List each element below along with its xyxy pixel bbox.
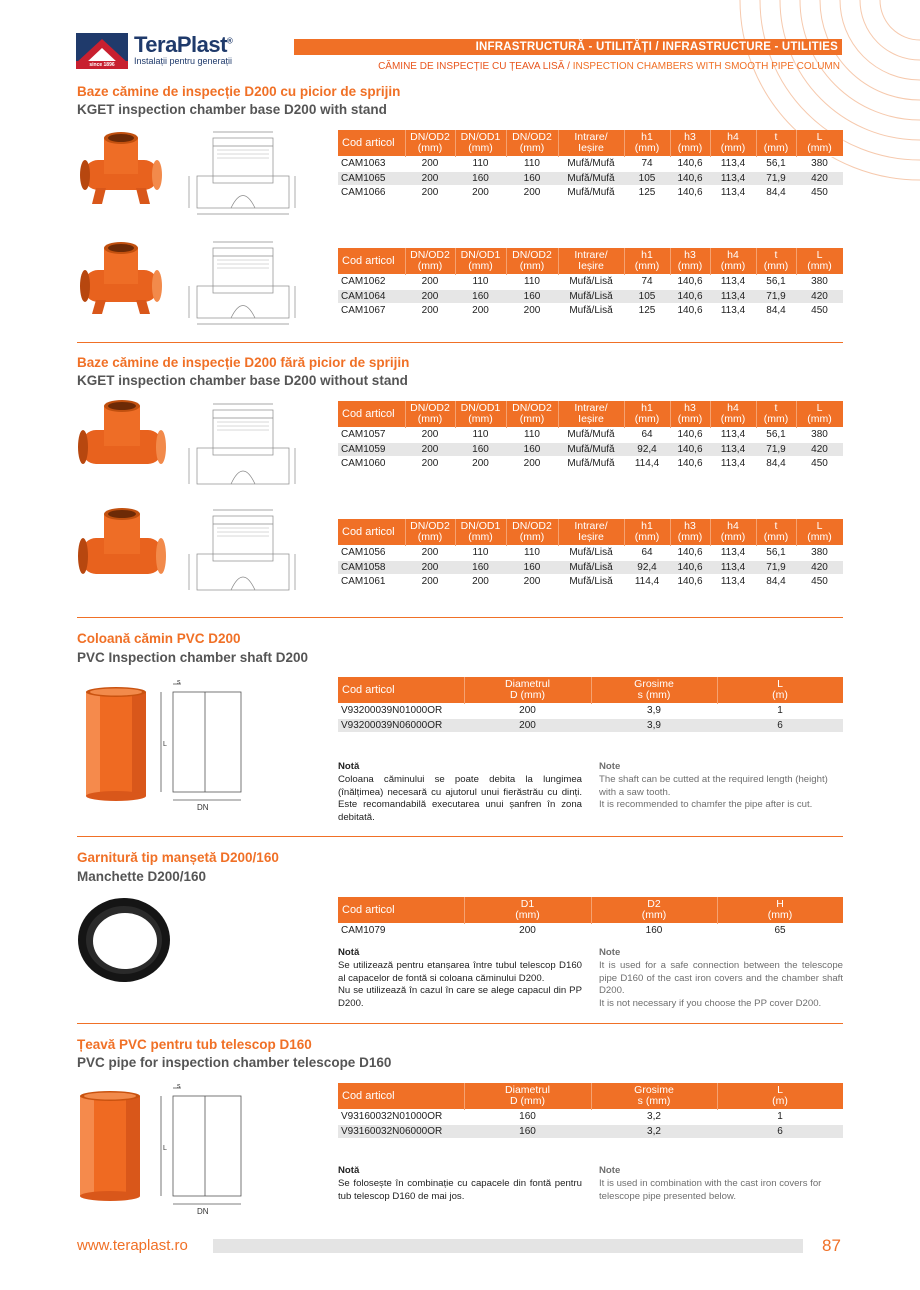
table-cell: 200 — [405, 289, 455, 304]
table-cell: 113,4 — [710, 157, 756, 172]
pvc-shaft-drawing — [155, 676, 245, 816]
table-cell: 3,9 — [591, 718, 717, 732]
table-cell: 200 — [464, 704, 591, 719]
table-cell: V93200039N01000OR — [338, 704, 464, 719]
page-number: 87 — [822, 1236, 841, 1255]
tee-with-stand-photo — [80, 130, 162, 210]
table-cell: CAM1079 — [338, 924, 464, 938]
column-header: Cod articol — [338, 897, 464, 924]
column-header: Grosime s (mm) — [591, 1083, 717, 1110]
column-header: Intrare/ Ieșire — [558, 130, 624, 157]
table-cell: Mufă/Lisă — [558, 289, 624, 304]
table-cell: 6 — [717, 1124, 843, 1138]
table-cell: 113,4 — [710, 560, 756, 575]
section3-title: Coloană cămin PVC D200 — [77, 631, 241, 646]
section1-table-a — [338, 130, 844, 200]
table-cell: 450 — [796, 186, 843, 200]
column-header: Cod articol — [338, 1083, 464, 1110]
table-cell: 113,4 — [710, 457, 756, 471]
tee-without-stand-smooth-drawing — [183, 506, 303, 598]
column-header: L (mm) — [796, 248, 843, 275]
table-cell: 1 — [717, 1110, 843, 1125]
section3-note-ro: Notă Coloana căminului se poate debita la lungimea (înălțimea) necesară cu ajutorul unui fierăstrău cu dinți. Este recomandabilă executarea unui șanfren în zona debitată. — [338, 761, 582, 824]
table-cell: 450 — [796, 304, 843, 318]
column-header: Intrare/ Ieșire — [558, 401, 624, 428]
telescope-pipe-drawing — [155, 1080, 245, 1220]
teraplast-logo — [76, 33, 246, 69]
column-header: h3 (mm) — [670, 401, 710, 428]
table-cell: 113,4 — [710, 304, 756, 318]
section1-subtitle: KGET inspection chamber base D200 with stand — [77, 102, 387, 117]
table-cell: 200 — [405, 442, 455, 457]
table-cell: 110 — [506, 546, 558, 561]
table-cell: 64 — [624, 428, 670, 443]
section4-table — [338, 897, 844, 938]
table-cell: CAM1059 — [338, 442, 405, 457]
table-cell: 420 — [796, 560, 843, 575]
table-cell: 110 — [455, 157, 506, 172]
column-header: h4 (mm) — [710, 401, 756, 428]
table-cell: 110 — [506, 428, 558, 443]
table-cell: 200 — [506, 457, 558, 471]
table-cell: 105 — [624, 289, 670, 304]
section5-note-ro: Notă Se folosește în combinație cu capacele din fontă pentru tub telescop D160 de mai jos. — [338, 1165, 582, 1202]
table-cell: 140,6 — [670, 157, 710, 172]
table-cell: 140,6 — [670, 442, 710, 457]
table-header-row — [338, 401, 843, 428]
table-cell: 84,4 — [756, 304, 796, 318]
table-cell: 140,6 — [670, 428, 710, 443]
table-cell: 84,4 — [756, 457, 796, 471]
column-header: DN/OD1 (mm) — [455, 519, 506, 546]
footer-website-link[interactable]: www.teraplast.ro — [77, 1237, 188, 1254]
table-cell: 200 — [405, 275, 455, 290]
column-header: Grosime s (mm) — [591, 677, 717, 704]
column-header: h3 (mm) — [670, 519, 710, 546]
table-cell: CAM1060 — [338, 457, 405, 471]
dim-s-label: s — [177, 679, 181, 686]
table-header-row — [338, 248, 843, 275]
column-header: h3 (mm) — [670, 248, 710, 275]
table-cell: 125 — [624, 304, 670, 318]
table-cell: 200 — [506, 186, 558, 200]
section2-title: Baze cămine de inspecție D200 fără picior de sprijin — [77, 355, 410, 370]
section5-note-en: Note It is used in combination with the cast iron covers for telescope pipe presented below. — [599, 1165, 822, 1202]
table-cell: CAM1061 — [338, 575, 405, 589]
table-cell: 380 — [796, 157, 843, 172]
table-cell: 200 — [405, 171, 455, 186]
table-cell: 56,1 — [756, 275, 796, 290]
section-divider — [77, 342, 843, 343]
column-header: L (mm) — [796, 519, 843, 546]
table-cell: 110 — [506, 157, 558, 172]
tee-with-stand-drawing — [183, 128, 303, 218]
table-cell: Mufă/Mufă — [558, 442, 624, 457]
dim-l-label: L — [163, 1145, 167, 1152]
table-cell: 160 — [506, 171, 558, 186]
table-cell: 74 — [624, 157, 670, 172]
column-header: t (mm) — [756, 130, 796, 157]
table-cell: 113,4 — [710, 546, 756, 561]
table-cell: V93200039N06000OR — [338, 718, 464, 732]
column-header: L (m) — [717, 1083, 843, 1110]
table-row — [338, 924, 843, 938]
column-header: D2 (mm) — [591, 897, 717, 924]
table-row — [338, 704, 843, 719]
table-cell: 200 — [405, 560, 455, 575]
table-row — [338, 171, 843, 186]
table-cell: CAM1064 — [338, 289, 405, 304]
table-cell: 160 — [506, 442, 558, 457]
tee-without-stand-drawing — [183, 400, 303, 492]
tee-with-stand-smooth-drawing — [183, 238, 303, 328]
footer-bar — [213, 1239, 803, 1253]
table-cell: 6 — [717, 718, 843, 732]
column-header: h1 (mm) — [624, 401, 670, 428]
table-cell: 140,6 — [670, 289, 710, 304]
table-row — [338, 718, 843, 732]
table-header-row — [338, 1083, 843, 1110]
table-cell: 160 — [464, 1110, 591, 1125]
table-cell: 200 — [405, 575, 455, 589]
table-row — [338, 304, 843, 318]
column-header: t (mm) — [756, 519, 796, 546]
section3-subtitle: PVC Inspection chamber shaft D200 — [77, 650, 309, 665]
column-header: Cod articol — [338, 677, 464, 704]
table-cell: 450 — [796, 457, 843, 471]
logo-since: since 1896 — [76, 61, 128, 69]
table-cell: 160 — [455, 442, 506, 457]
pvc-shaft-photo — [80, 686, 152, 802]
section1-table-b — [338, 248, 844, 318]
table-cell: 160 — [455, 289, 506, 304]
table-cell: 110 — [455, 546, 506, 561]
table-cell: Mufă/Mufă — [558, 157, 624, 172]
table-cell: 74 — [624, 275, 670, 290]
table-cell: 200 — [455, 575, 506, 589]
dim-dn-label: DN — [197, 803, 209, 812]
column-header: t (mm) — [756, 401, 796, 428]
table-cell: 160 — [455, 560, 506, 575]
column-header: Cod articol — [338, 401, 405, 428]
column-header: DN/OD1 (mm) — [455, 248, 506, 275]
table-cell: Mufă/Mufă — [558, 457, 624, 471]
column-header: D1 (mm) — [464, 897, 591, 924]
table-row — [338, 560, 843, 575]
table-cell: 380 — [796, 275, 843, 290]
table-header-row — [338, 130, 843, 157]
table-cell: 160 — [464, 1124, 591, 1138]
table-cell: 160 — [591, 924, 717, 938]
column-header: h4 (mm) — [710, 248, 756, 275]
table-row — [338, 157, 843, 172]
table-cell: 113,4 — [710, 442, 756, 457]
section-divider — [77, 1023, 843, 1024]
table-row — [338, 1124, 843, 1138]
table-cell: 64 — [624, 546, 670, 561]
column-header: DN/OD2 (mm) — [506, 130, 558, 157]
table-cell: 71,9 — [756, 560, 796, 575]
table-cell: CAM1057 — [338, 428, 405, 443]
table-cell: 3,9 — [591, 704, 717, 719]
section-divider — [77, 617, 843, 618]
column-header: DN/OD1 (mm) — [455, 130, 506, 157]
section4-note-ro: Notă Se utilizează pentru etanșarea între tubul telescop D160 al capacelor de fontă si coloana căminului D200. Nu se utilizează în cazul în care se alege capacul din PP D200. — [338, 947, 582, 1010]
column-header: Cod articol — [338, 130, 405, 157]
column-header: h1 (mm) — [624, 519, 670, 546]
table-cell: 450 — [796, 575, 843, 589]
section4-title: Garnitură tip manșetă D200/160 — [77, 850, 279, 865]
table-cell: 420 — [796, 171, 843, 186]
table-cell: Mufă/Mufă — [558, 171, 624, 186]
logo-mark-icon — [76, 33, 128, 63]
column-header: DN/OD2 (mm) — [506, 248, 558, 275]
table-header-row — [338, 519, 843, 546]
table-cell: 1 — [717, 704, 843, 719]
table-cell: 140,6 — [670, 275, 710, 290]
table-cell: 200 — [464, 718, 591, 732]
column-header: L (mm) — [796, 130, 843, 157]
table-cell: 200 — [405, 157, 455, 172]
table-cell: 113,4 — [710, 428, 756, 443]
table-cell: 56,1 — [756, 546, 796, 561]
table-cell: Mufă/Mufă — [558, 428, 624, 443]
logo-brand-name: TeraPlast® — [134, 32, 233, 57]
logo-tagline: Instalații pentru generații — [134, 56, 233, 66]
column-header: Intrare/ Ieșire — [558, 519, 624, 546]
category-subtitle: CĂMINE DE INSPECȚIE CU ȚEAVA LISĂ / INSPECTION CHAMBERS WITH SMOOTH PIPE COLUMN — [378, 61, 840, 72]
column-header: DN/OD2 (mm) — [405, 401, 455, 428]
category-banner: INFRASTRUCTURĂ - UTILITĂȚI / INFRASTRUCTURE - UTILITIES — [294, 39, 842, 55]
table-cell: 113,4 — [710, 289, 756, 304]
table-cell: Mufă/Lisă — [558, 575, 624, 589]
table-cell: 420 — [796, 442, 843, 457]
table-cell: 71,9 — [756, 289, 796, 304]
section2-table-a — [338, 401, 844, 471]
table-cell: 56,1 — [756, 428, 796, 443]
table-cell: 110 — [506, 275, 558, 290]
table-cell: Mufă/Lisă — [558, 275, 624, 290]
column-header: DN/OD2 (mm) — [405, 130, 455, 157]
table-cell: 380 — [796, 428, 843, 443]
table-cell: 140,6 — [670, 186, 710, 200]
column-header: Intrare/ Ieșire — [558, 248, 624, 275]
table-cell: 114,4 — [624, 457, 670, 471]
table-cell: 110 — [455, 275, 506, 290]
section3-note-en: Note The shaft can be cutted at the required length (height) with a saw tooth. It is recommended to chamfer the pipe after is cut. — [599, 761, 828, 811]
table-cell: 84,4 — [756, 186, 796, 200]
telescope-pipe-photo — [76, 1090, 144, 1202]
table-cell: Mufă/Lisă — [558, 304, 624, 318]
table-cell: 200 — [405, 304, 455, 318]
column-header: h4 (mm) — [710, 519, 756, 546]
table-cell: 71,9 — [756, 442, 796, 457]
column-header: h3 (mm) — [670, 130, 710, 157]
table-cell: 140,6 — [670, 457, 710, 471]
table-cell: CAM1058 — [338, 560, 405, 575]
table-cell: CAM1062 — [338, 275, 405, 290]
dim-s-label: s — [177, 1083, 181, 1090]
table-cell: 114,4 — [624, 575, 670, 589]
table-cell: 71,9 — [756, 171, 796, 186]
table-cell: 110 — [455, 428, 506, 443]
table-cell: 200 — [455, 304, 506, 318]
table-row — [338, 289, 843, 304]
table-cell: V93160032N01000OR — [338, 1110, 464, 1125]
table-cell: 200 — [405, 546, 455, 561]
column-header: Cod articol — [338, 519, 405, 546]
section2-table-b — [338, 519, 844, 589]
page-header — [0, 0, 920, 80]
table-row — [338, 442, 843, 457]
table-row — [338, 457, 843, 471]
table-cell: 200 — [405, 457, 455, 471]
section4-subtitle: Manchette D200/160 — [77, 869, 207, 884]
tee-without-stand-smooth-photo — [78, 506, 166, 588]
table-cell: 140,6 — [670, 560, 710, 575]
column-header: DN/OD1 (mm) — [455, 401, 506, 428]
table-cell: 200 — [506, 304, 558, 318]
table-cell: 113,4 — [710, 186, 756, 200]
dim-dn-label: DN — [197, 1207, 209, 1216]
table-cell: 113,4 — [710, 275, 756, 290]
section5-subtitle: PVC pipe for inspection chamber telescope D160 — [77, 1055, 392, 1070]
table-cell: 200 — [464, 924, 591, 938]
section3-table — [338, 677, 844, 732]
section5-table — [338, 1083, 844, 1138]
tee-without-stand-photo — [78, 398, 166, 478]
table-cell: 125 — [624, 186, 670, 200]
table-cell: 200 — [405, 186, 455, 200]
table-cell: 200 — [405, 428, 455, 443]
table-row — [338, 575, 843, 589]
table-cell: Mufă/Lisă — [558, 546, 624, 561]
table-cell: 84,4 — [756, 575, 796, 589]
column-header: DN/OD2 (mm) — [405, 519, 455, 546]
table-cell: 65 — [717, 924, 843, 938]
table-cell: CAM1063 — [338, 157, 405, 172]
table-cell: 380 — [796, 546, 843, 561]
table-cell: 140,6 — [670, 546, 710, 561]
table-cell: 200 — [455, 457, 506, 471]
manchette-gasket-photo — [76, 896, 172, 984]
column-header: DN/OD2 (mm) — [405, 248, 455, 275]
section-divider — [77, 836, 843, 837]
table-cell: 56,1 — [756, 157, 796, 172]
section5-title: Țeavă PVC pentru tub telescop D160 — [77, 1037, 312, 1052]
table-cell: 3,2 — [591, 1110, 717, 1125]
table-cell: 92,4 — [624, 560, 670, 575]
table-cell: 160 — [506, 289, 558, 304]
table-cell: 113,4 — [710, 171, 756, 186]
column-header: Diametrul D (mm) — [464, 677, 591, 704]
dim-l-label: L — [163, 741, 167, 748]
table-cell: 92,4 — [624, 442, 670, 457]
table-cell: CAM1066 — [338, 186, 405, 200]
table-cell: 420 — [796, 289, 843, 304]
table-header-row — [338, 677, 843, 704]
column-header: h1 (mm) — [624, 130, 670, 157]
tee-with-stand-smooth-photo — [80, 242, 162, 318]
table-cell: 113,4 — [710, 575, 756, 589]
section2-subtitle: KGET inspection chamber base D200 without stand — [77, 373, 408, 388]
column-header: h1 (mm) — [624, 248, 670, 275]
table-cell: Mufă/Mufă — [558, 186, 624, 200]
table-header-row — [338, 897, 843, 924]
table-row — [338, 275, 843, 290]
section4-note-en: Note It is used for a safe connection between the telescope pipe D160 of the cast iron covers and the chamber shaft D200. It is not necessary if you choose the PP cover D200. — [599, 947, 843, 1010]
table-row — [338, 428, 843, 443]
table-cell: 140,6 — [670, 575, 710, 589]
table-cell: 3,2 — [591, 1124, 717, 1138]
column-header: t (mm) — [756, 248, 796, 275]
column-header: Cod articol — [338, 248, 405, 275]
table-cell: CAM1056 — [338, 546, 405, 561]
table-cell: 200 — [455, 186, 506, 200]
section1-title: Baze cămine de inspecție D200 cu picior de sprijin — [77, 84, 401, 99]
table-cell: Mufă/Lisă — [558, 560, 624, 575]
column-header: Diametrul D (mm) — [464, 1083, 591, 1110]
table-row — [338, 1110, 843, 1125]
column-header: L (mm) — [796, 401, 843, 428]
table-cell: 140,6 — [670, 171, 710, 186]
table-cell: 160 — [455, 171, 506, 186]
table-cell: CAM1067 — [338, 304, 405, 318]
table-cell: 160 — [506, 560, 558, 575]
table-row — [338, 546, 843, 561]
table-row — [338, 186, 843, 200]
table-cell: V93160032N06000OR — [338, 1124, 464, 1138]
column-header: L (m) — [717, 677, 843, 704]
column-header: DN/OD2 (mm) — [506, 401, 558, 428]
table-cell: 105 — [624, 171, 670, 186]
table-cell: 140,6 — [670, 304, 710, 318]
column-header: h4 (mm) — [710, 130, 756, 157]
table-cell: 200 — [506, 575, 558, 589]
column-header: DN/OD2 (mm) — [506, 519, 558, 546]
table-cell: CAM1065 — [338, 171, 405, 186]
column-header: H (mm) — [717, 897, 843, 924]
